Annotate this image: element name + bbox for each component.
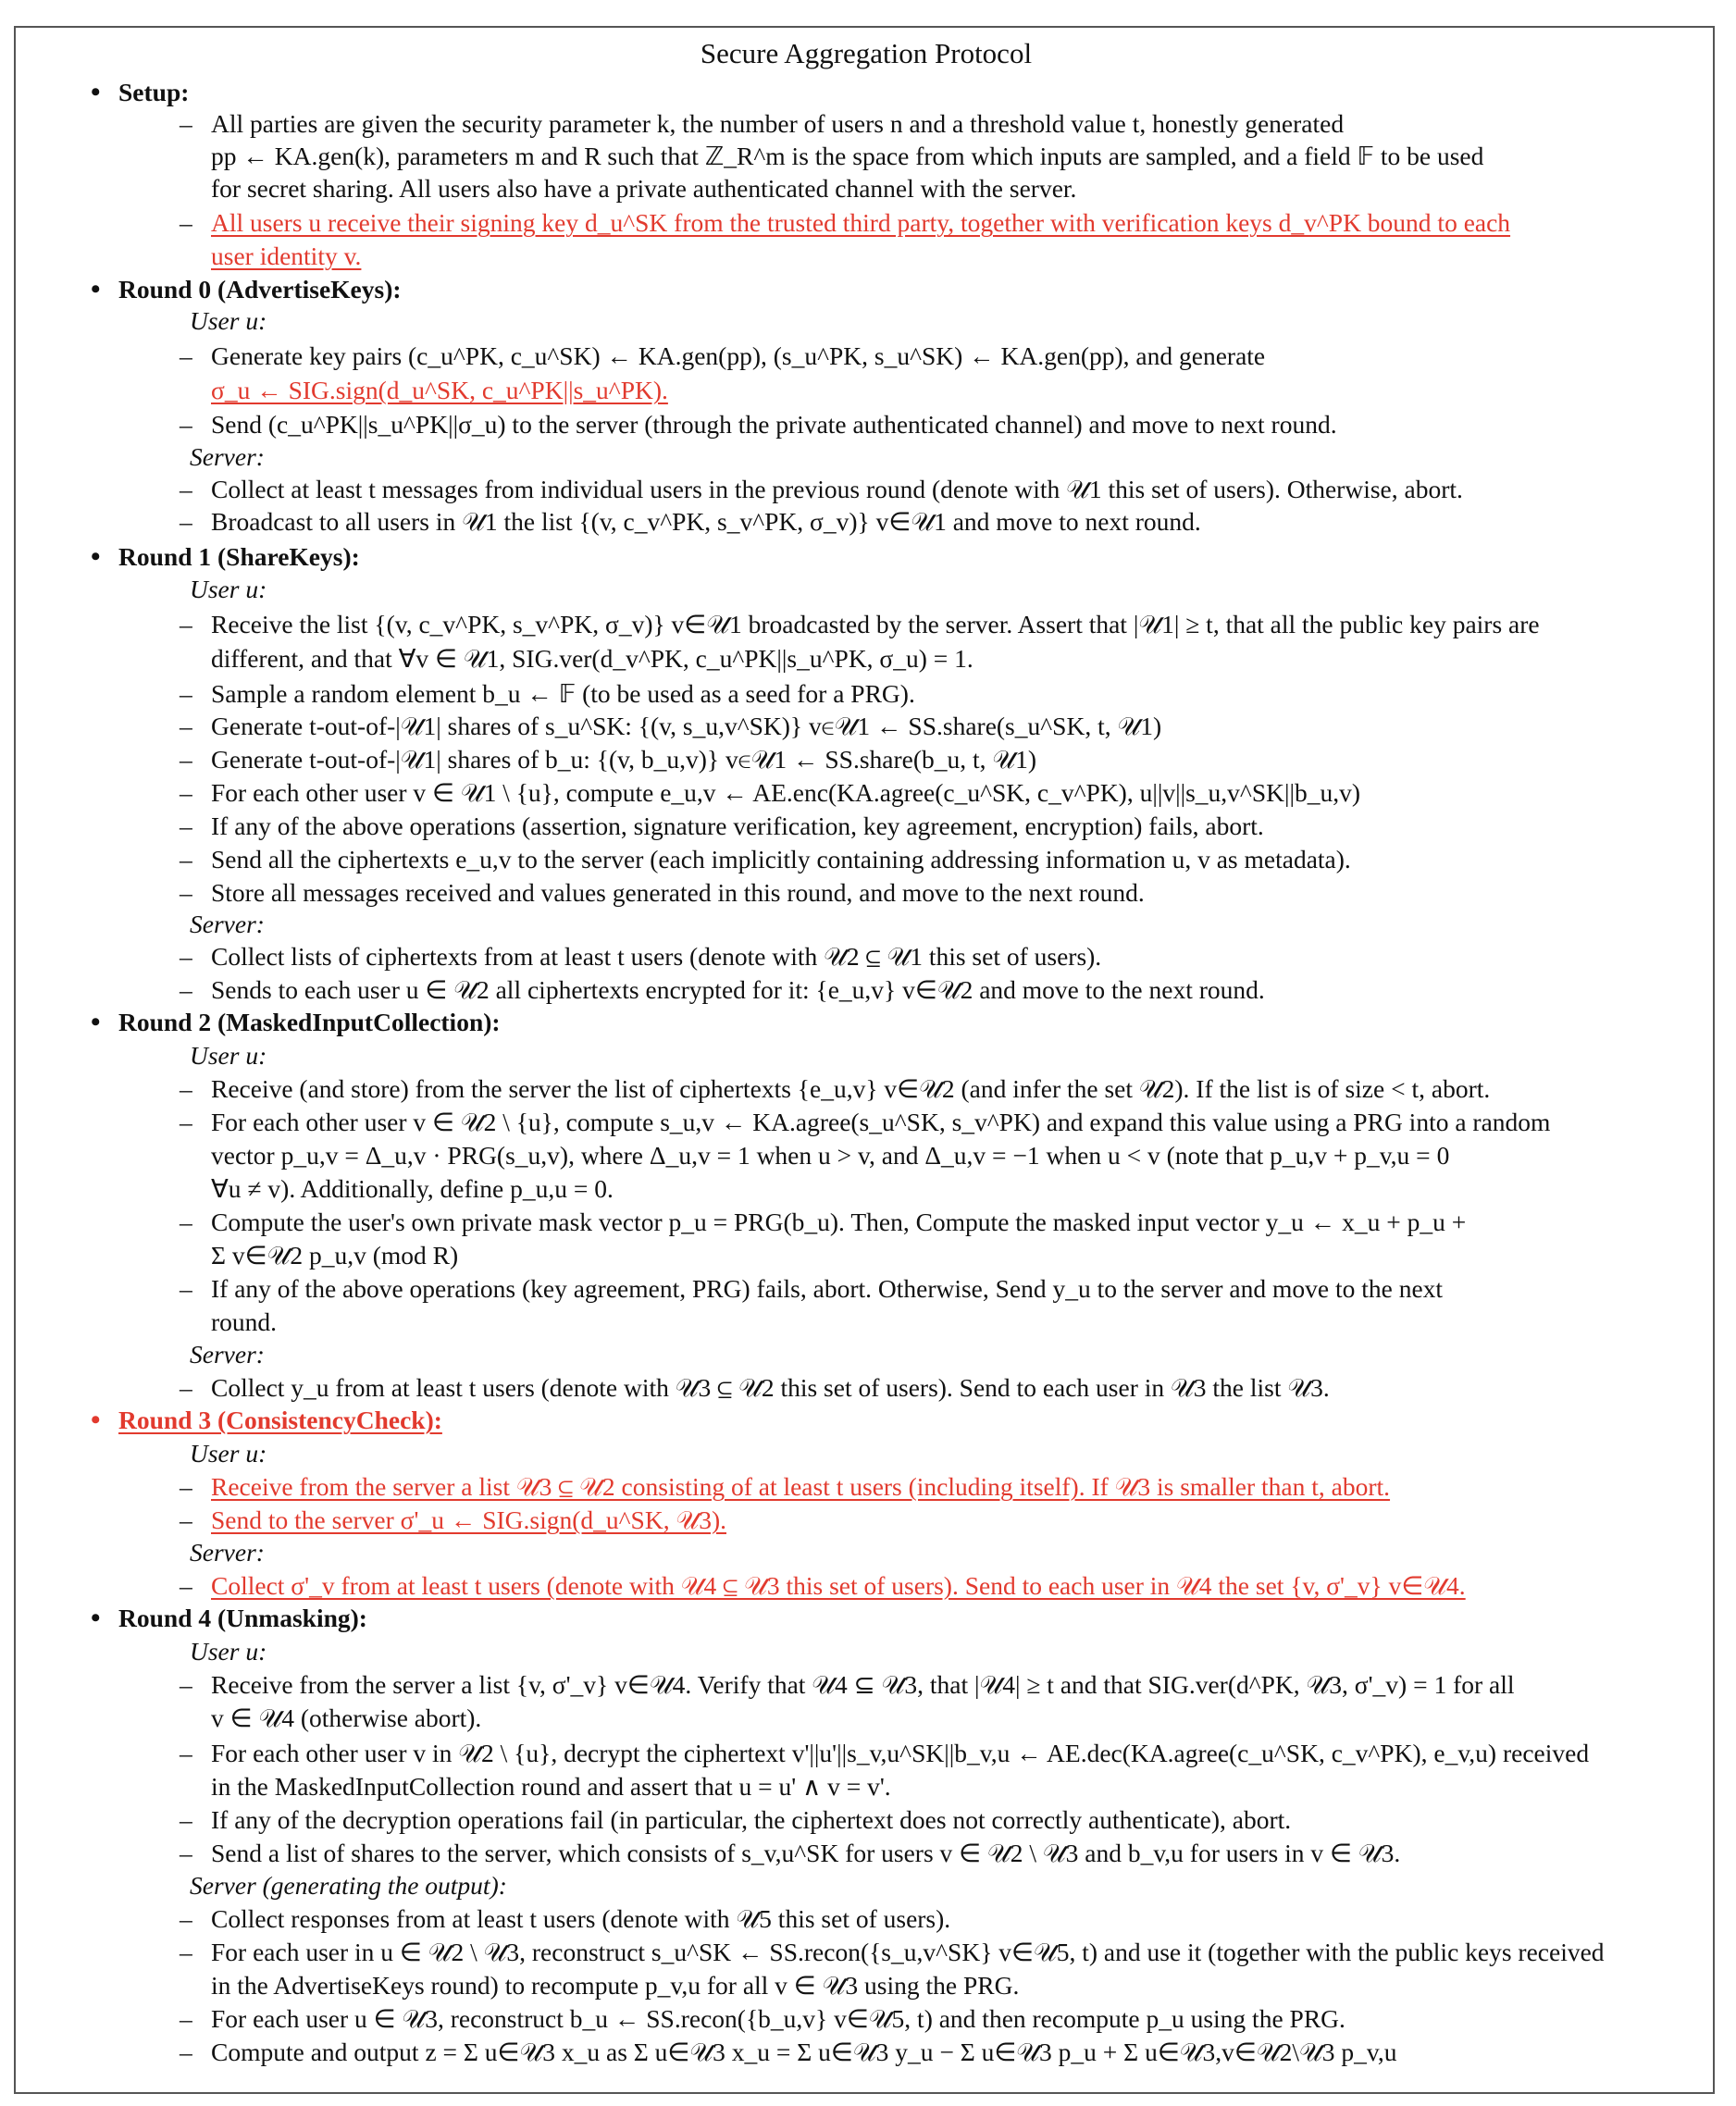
protocol-line: – If any of the decryption operations fail (in particular, the ciphertext does not correctly authenticate), abort. — [211, 1804, 1291, 1836]
protocol-line: – Receive from the server a list {v, σ'_v} v∈𝒰4. Verify that 𝒰4 ⊆ 𝒰3, that |𝒰4| ≥ t and that SIG.ver(d^PK, 𝒰3, σ'_v) = 1 for all — [211, 1669, 1515, 1701]
protocol-line: for secret sharing. All users also have a private authenticated channel with the server. — [211, 174, 1077, 203]
party-label: Server (generating the output): — [190, 1871, 507, 1900]
protocol-line: – Receive the list {(v, c_v^PK, s_v^PK, σ_v)} v∈𝒰1 broadcasted by the server. Assert that |𝒰1| ≥ t, that all the public key pairs are — [211, 609, 1540, 640]
protocol-line: – Store all messages received and values generated in this round, and move to the next round. — [211, 877, 1145, 909]
party-label: Server: — [190, 910, 265, 938]
party-label: User u: — [190, 1041, 267, 1070]
round-heading: • Round 2 (MaskedInputCollection): — [118, 1007, 501, 1038]
protocol-line: – All parties are given the security parameter k, the number of users n and a threshold value t, honestly generated — [211, 108, 1344, 140]
party-label: User u: — [190, 1439, 267, 1468]
protocol-line: pp ← KA.gen(k), parameters m and R such that ℤ_R^m is the space from which inputs are sampled, and a field 𝔽 to be used — [211, 142, 1484, 170]
protocol-line: – Receive from the server a list 𝒰3 ⊆ 𝒰2 consisting of at least t users (including itself). If 𝒰3 is smaller than t, abort. — [211, 1471, 1390, 1503]
protocol-line: – Sample a random element b_u ← 𝔽 (to be used as a seed for a PRG). — [211, 678, 915, 710]
protocol-line: – For each user u ∈ 𝒰3, reconstruct b_u ← SS.recon({b_u,v} v∈𝒰5, t) and then recompute p_u using the PRG. — [211, 2003, 1345, 2035]
party-label: User u: — [190, 575, 267, 603]
protocol-line: – Send a list of shares to the server, which consists of s_v,u^SK for users v ∈ 𝒰2 \ 𝒰3 and b_v,u for users in v ∈ 𝒰3. — [211, 1838, 1400, 1869]
protocol-line: – Generate t-out-of-|𝒰1| shares of b_u: {(v, b_u,v)} v∈𝒰1 ← SS.share(b_u, t, 𝒰1) — [211, 744, 1036, 775]
protocol-line: – For each user in u ∈ 𝒰2 \ 𝒰3, reconstruct s_u^SK ← SS.recon({s_u,v^SK} v∈𝒰5, t) and use it (together with the public keys received — [211, 1937, 1605, 1968]
protocol-line: Σ v∈𝒰2 p_u,v (mod R) — [211, 1241, 459, 1270]
protocol-line: – Compute and output z = Σ u∈𝒰3 x_u as Σ u∈𝒰3 x_u = Σ u∈𝒰3 y_u − Σ u∈𝒰3 p_u + Σ u∈𝒰3,v∈𝒰2\𝒰3 p_v,u — [211, 2037, 1396, 2068]
protocol-line: – If any of the above operations (assertion, signature verification, key agreement, encryption) fails, abort. — [211, 811, 1264, 842]
protocol-line: v ∈ 𝒰4 (otherwise abort). — [211, 1703, 482, 1732]
round-heading: • Round 3 (ConsistencyCheck): — [118, 1405, 442, 1436]
protocol-line: – Generate t-out-of-|𝒰1| shares of s_u^SK: {(v, s_u,v^SK)} v∈𝒰1 ← SS.share(s_u^SK, t, 𝒰1) — [211, 711, 1161, 742]
round-heading: • Round 0 (AdvertiseKeys): — [118, 274, 402, 305]
protocol-line: – Send to the server σ'_u ← SIG.sign(d_u^SK, 𝒰3). — [211, 1505, 726, 1536]
protocol-line: – Sends to each user u ∈ 𝒰2 all ciphertexts encrypted for it: {e_u,v} v∈𝒰2 and move to the next round. — [211, 974, 1265, 1006]
protocol-line: in the MaskedInputCollection round and assert that u = u' ∧ v = v'. — [211, 1772, 891, 1801]
protocol-line: – Compute the user's own private mask vector p_u = PRG(b_u). Then, Compute the masked input vector y_u ← x_u + p_u + — [211, 1207, 1466, 1238]
protocol-line: – Collect σ'_v from at least t users (denote with 𝒰4 ⊆ 𝒰3 this set of users). Send to each user in 𝒰4 the set {v, σ'_v} v∈𝒰4. — [211, 1570, 1466, 1602]
protocol-line: σ_u ← SIG.sign(d_u^SK, c_u^PK||s_u^PK). — [211, 376, 668, 404]
protocol-line: vector p_u,v = Δ_u,v · PRG(s_u,v), where Δ_u,v = 1 when u > v, and Δ_u,v = −1 when u < v (note that p_u,v + p_v,u = 0 — [211, 1141, 1450, 1170]
protocol-line: – Collect lists of ciphertexts from at least t users (denote with 𝒰2 ⊆ 𝒰1 this set of users). — [211, 941, 1101, 972]
protocol-line: – Receive (and store) from the server the list of ciphertexts {e_u,v} v∈𝒰2 (and infer the set 𝒰2). If the list is of size < t, abort. — [211, 1073, 1490, 1105]
protocol-line: ∀u ≠ v). Additionally, define p_u,u = 0. — [211, 1174, 614, 1203]
party-label: Server: — [190, 442, 265, 471]
protocol-line: – Broadcast to all users in 𝒰1 the list {(v, c_v^PK, s_v^PK, σ_v)} v∈𝒰1 and move to next round. — [211, 506, 1201, 538]
protocol-line: – Send (c_u^PK||s_u^PK||σ_u) to the server (through the private authenticated channel) and move to next round. — [211, 409, 1337, 440]
protocol-line: user identity v. — [211, 242, 362, 270]
protocol-line: round. — [211, 1307, 278, 1336]
protocol-line: – Collect at least t messages from individual users in the previous round (denote with 𝒰1 this set of users). Otherwise, abort. — [211, 474, 1463, 505]
protocol-line: different, and that ∀v ∈ 𝒰1, SIG.ver(d_v^PK, c_u^PK||s_u^PK, σ_u) = 1. — [211, 644, 973, 673]
protocol-title: Secure Aggregation Protocol — [700, 37, 1033, 69]
party-label: Server: — [190, 1538, 265, 1567]
protocol-line: – For each other user v ∈ 𝒰2 \ {u}, compute s_u,v ← KA.agree(s_u^SK, s_v^PK) and expand this value using a PRG into a random — [211, 1107, 1550, 1138]
round-heading: • Round 4 (Unmasking): — [118, 1603, 367, 1634]
protocol-line: – All users u receive their signing key d_u^SK from the trusted third party, together with verification keys d_v^PK bound to each — [211, 207, 1510, 239]
protocol-line: – Collect y_u from at least t users (denote with 𝒰3 ⊆ 𝒰2 this set of users). Send to each user in 𝒰3 the list 𝒰3. — [211, 1372, 1330, 1404]
party-label: Server: — [190, 1340, 265, 1369]
round-heading: • Setup: — [118, 77, 189, 108]
protocol-line: – Send all the ciphertexts e_u,v to the server (each implicitly containing addressing information u, v as metadata). — [211, 844, 1351, 875]
protocol-line: in the AdvertiseKeys round) to recompute p_v,u for all v ∈ 𝒰3 using the PRG. — [211, 1971, 1020, 2000]
protocol-line: – For each other user v ∈ 𝒰1 \ {u}, compute e_u,v ← AE.enc(KA.agree(c_u^SK, c_v^PK), u||v||s_u,v^SK||b_u,v) — [211, 777, 1360, 809]
protocol-line: – Generate key pairs (c_u^PK, c_u^SK) ← KA.gen(pp), (s_u^PK, s_u^SK) ← KA.gen(pp), and generate — [211, 341, 1265, 372]
party-label: User u: — [190, 306, 267, 335]
protocol-line: – Collect responses from at least t users (denote with 𝒰5 this set of users). — [211, 1903, 950, 1935]
party-label: User u: — [190, 1637, 267, 1666]
protocol-line: – For each other user v in 𝒰2 \ {u}, decrypt the ciphertext v'||u'||s_v,u^SK||b_v,u ← AE.dec(KA.agree(c_u^SK, c_v^PK), e_v,u) received — [211, 1738, 1589, 1769]
protocol-line: – If any of the above operations (key agreement, PRG) fails, abort. Otherwise, Send y_u to the server and move to the next — [211, 1273, 1443, 1305]
round-heading: • Round 1 (ShareKeys): — [118, 541, 360, 573]
